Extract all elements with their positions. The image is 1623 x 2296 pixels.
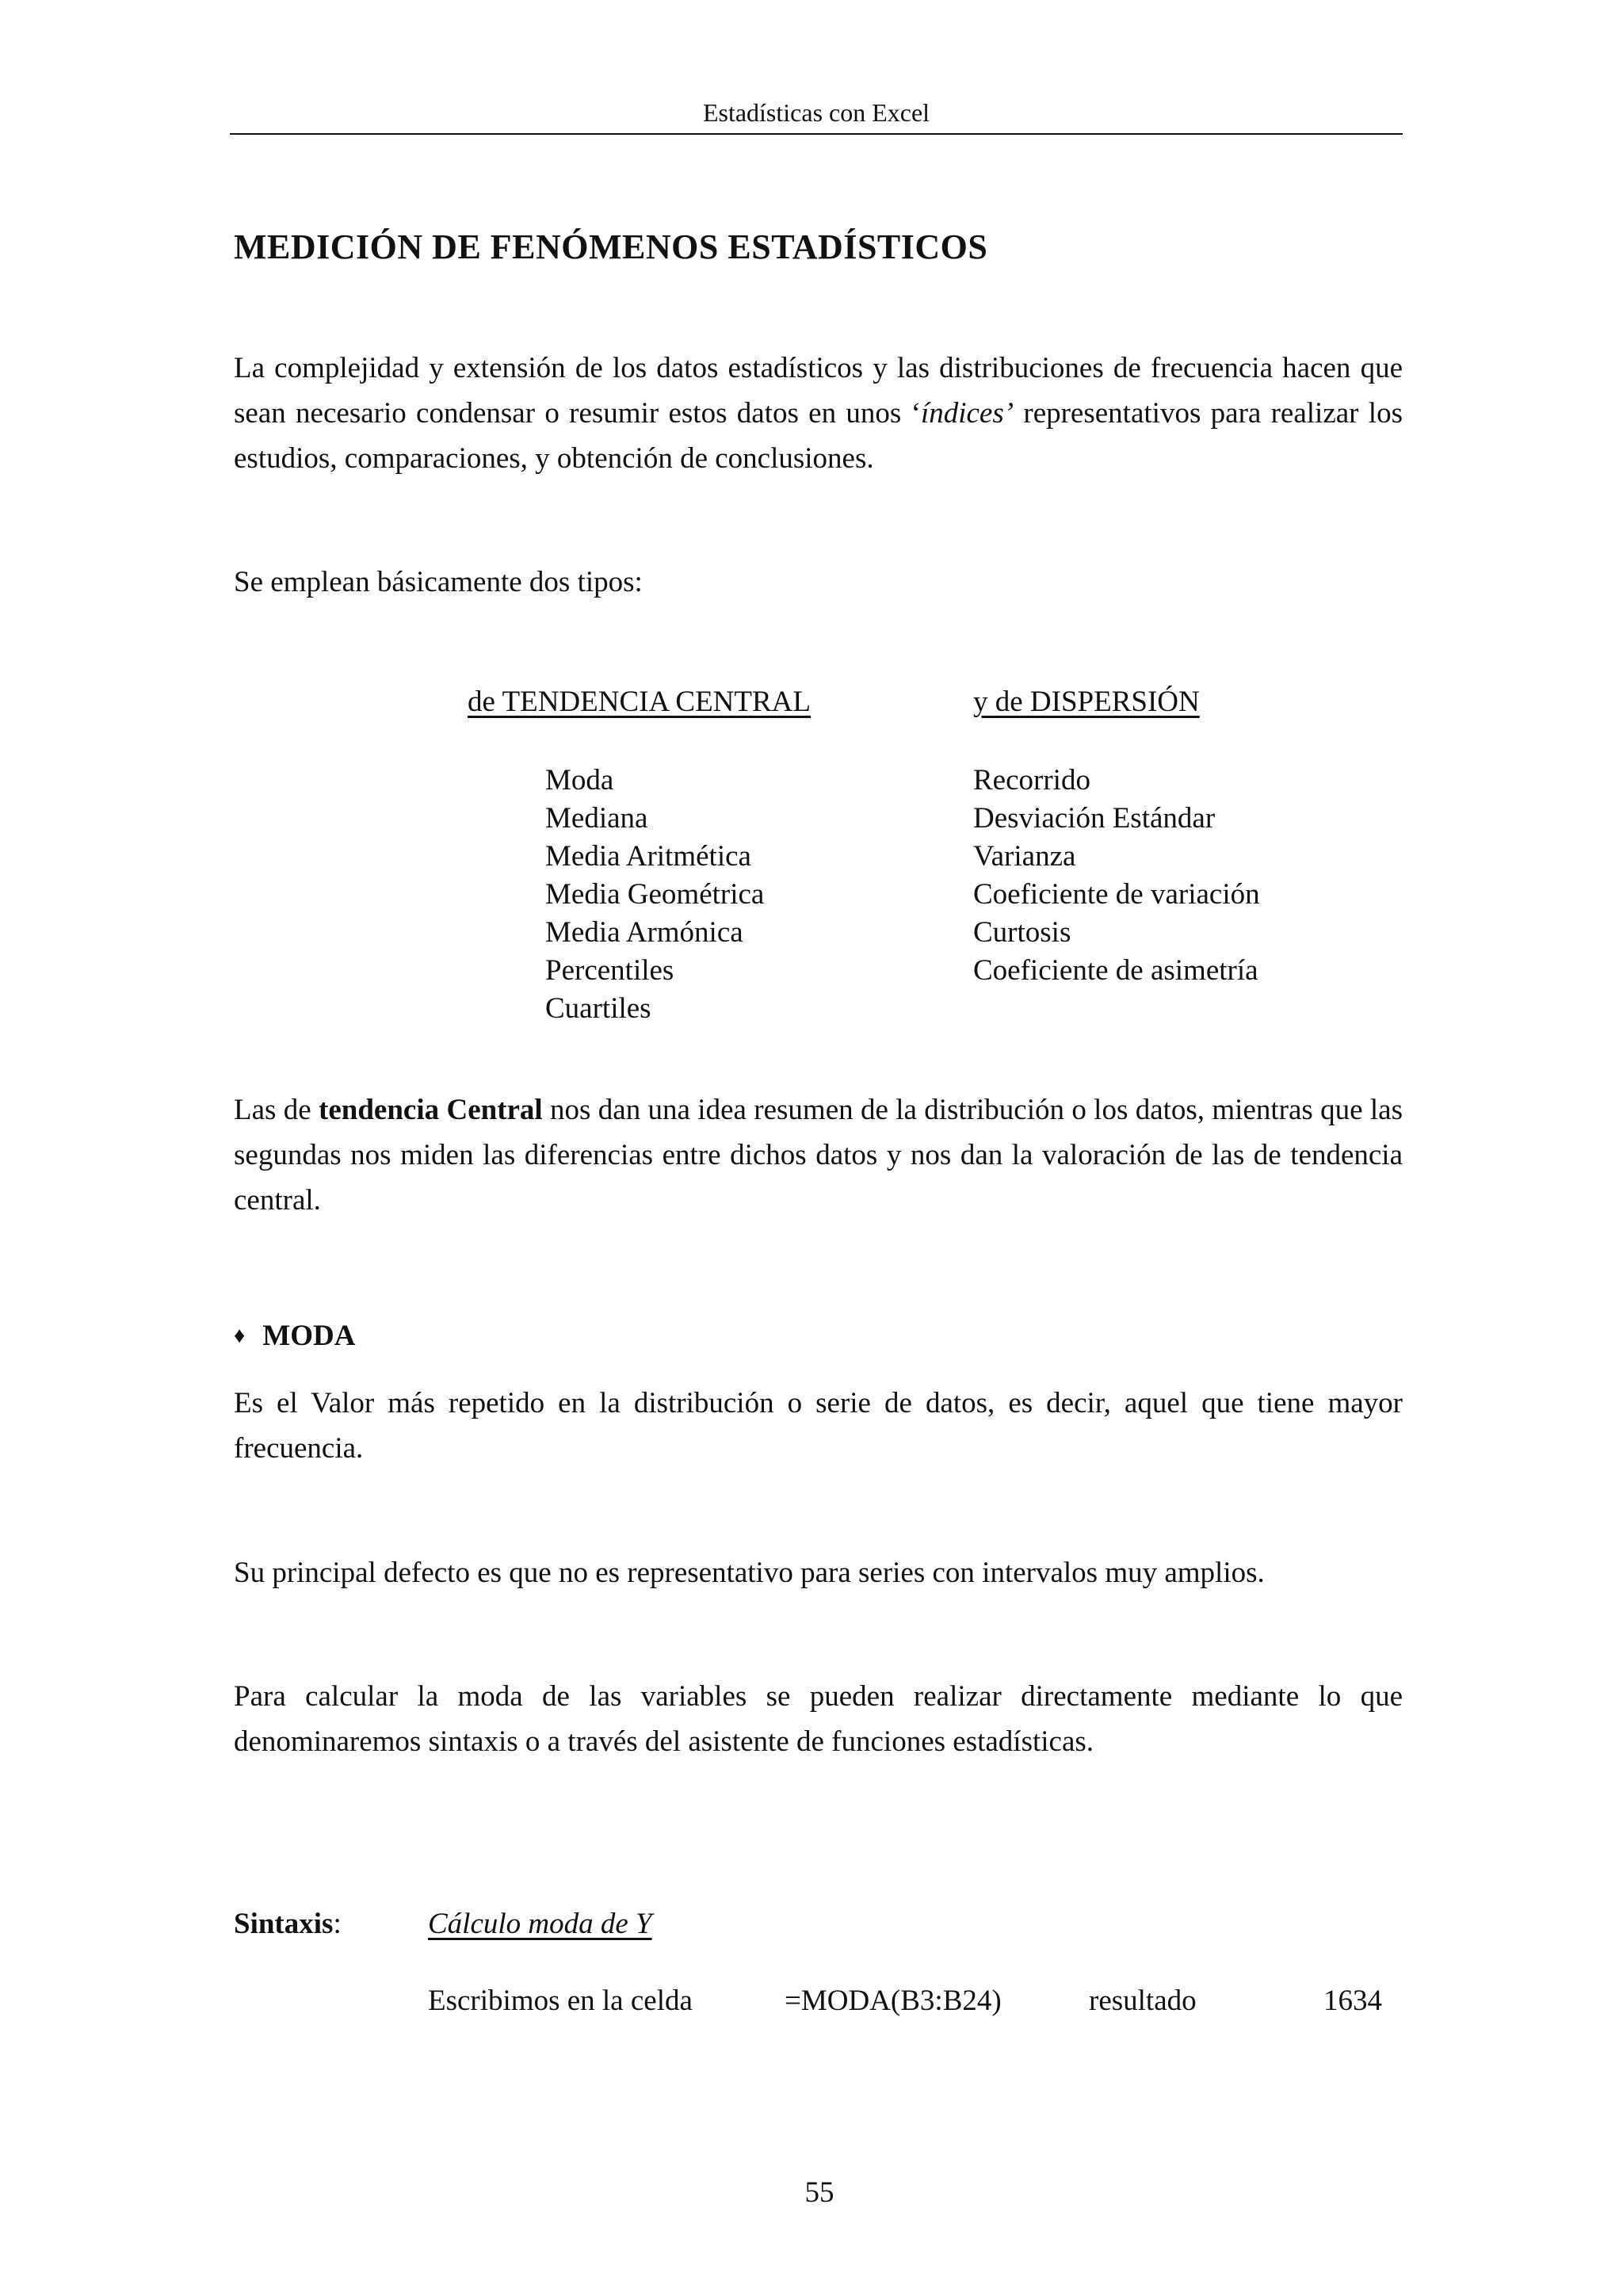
syntax-title: Cálculo moda de Y [428,1908,652,1940]
central-tendency-list [545,762,764,1028]
summary-bold-term: tendencia Central [319,1094,543,1126]
list-item: Coeficiente de variación [973,878,1260,911]
moda-heading [234,1319,355,1353]
intro-text-before: La complejidad y extensión de los datos estadísticos y las distribuciones de frecuencia hacen que sean necesario condensar o resumir estos datos en unos ‘ [234,352,1403,430]
list-item: Mediana [545,802,648,835]
syntax-instruction: Escribimos en la celda [428,1985,693,2017]
syntax-result-label: resultado [1089,1985,1197,2017]
types-intro: Se emplean básicamente dos tipos: [234,566,643,598]
syntax-formula: =MODA(B3:B24) [785,1985,1002,2017]
list-item: Coeficiente de asimetría [973,954,1258,987]
page-title: MEDICIÓN DE FENÓMENOS ESTADÍSTICOS [234,227,988,266]
syntax-label-text: Sintaxis [234,1908,334,1940]
running-header: Estadísticas con Excel [702,98,930,127]
central-tendency-heading: de TENDENCIA CENTRAL [468,686,811,718]
list-item: Media Armónica [545,916,743,949]
moda-calculation: Para calcular la moda de las variables se pueden realizar directamente mediante lo que denominaremos sintaxis o a través del asistente de funciones estadísticas. [234,1680,1403,1758]
list-item: Moda [545,764,614,797]
moda-defect: Su principal defecto es que no es representativo para series con intervalos muy amplios. [234,1557,1265,1589]
summary-text-before: Las de [234,1094,319,1126]
list-item: Media Aritmética [545,840,751,873]
syntax-result-value: 1634 [1323,1985,1382,2017]
page-number: 55 [804,2176,834,2209]
dispersion-heading: y de DISPERSIÓN [973,686,1200,718]
intro-italic-term: índices’ [920,397,1014,430]
summary-paragraph [234,1087,1403,1223]
list-item: Recorrido [973,764,1090,797]
list-item: Cuartiles [545,992,651,1025]
list-item: Media Geométrica [545,878,765,911]
intro-paragraph [234,346,1403,481]
moda-definition: Es el Valor más repetido en la distribución o serie de datos, es decir, aquel que tiene mayor frecuencia. [234,1387,1403,1465]
summary-text-after: nos dan una idea resumen de la distribución o los datos, mientras que las segundas nos miden las diferencias entre dichos datos y nos dan la valoración de las de tendencia central. [234,1094,1403,1217]
list-item: Curtosis [973,916,1071,949]
moda-heading-label: MODA [262,1320,356,1352]
header-rule [230,133,1403,135]
diamond-bullet-icon: ♦ [234,1324,246,1348]
intro-text-after: representativos para realizar los estudios, comparaciones, y obtención de conclusiones. [234,397,1403,475]
list-item: Desviación Estándar [973,802,1216,835]
syntax-colon: : [333,1908,342,1940]
list-item: Percentiles [545,954,674,987]
dispersion-list [973,762,1260,990]
list-item: Varianza [973,840,1076,873]
syntax-label [234,1907,342,1941]
